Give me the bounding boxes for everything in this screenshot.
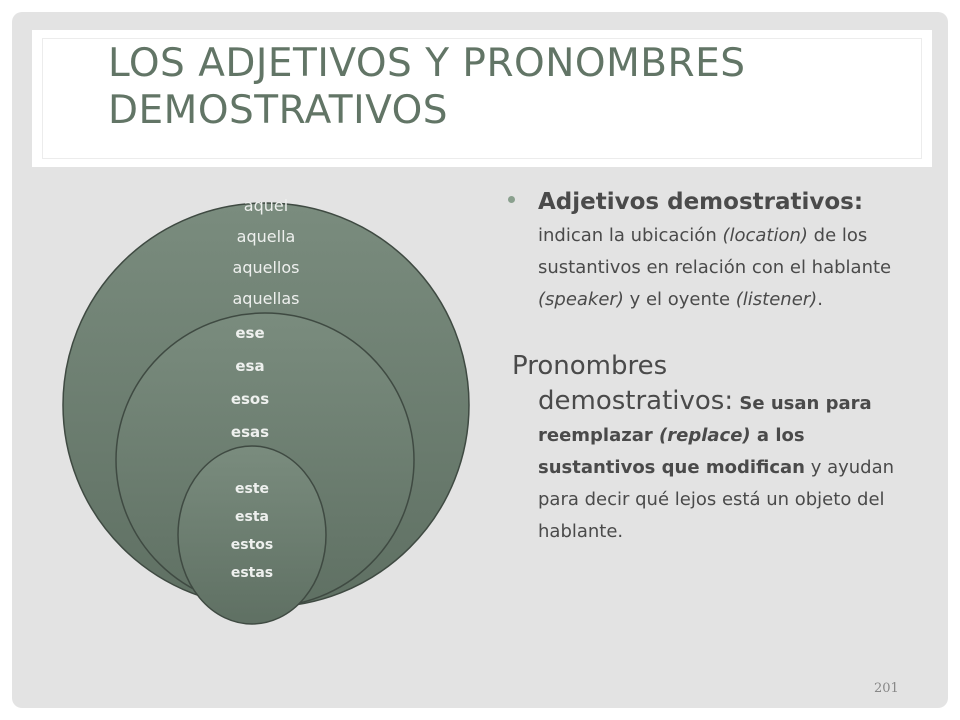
adjetivos-term: Adjetivos demostrativos: xyxy=(538,189,864,215)
adjetivos-location: (location) xyxy=(722,225,808,246)
page-number: 201 xyxy=(874,681,899,696)
word-aquel: aquel xyxy=(243,196,289,215)
word-aquellas: aquellas xyxy=(232,289,300,308)
adjetivos-text-3: y el oyente xyxy=(623,289,736,310)
adjetivos-paragraph xyxy=(538,186,902,316)
adjetivos-text-1: indican la ubicación xyxy=(538,225,723,246)
middle-ring-words xyxy=(195,317,305,449)
word-este: este xyxy=(234,481,269,497)
word-esa: esa xyxy=(235,357,265,375)
bullet-icon xyxy=(508,196,515,203)
pronombres-text: y ayudan para decir qué lejos está un objeto del hablante. xyxy=(538,457,895,542)
word-estos: estos xyxy=(230,537,274,553)
pronombres-paragraph xyxy=(512,350,902,548)
word-aquella: aquella xyxy=(236,227,296,246)
adjetivos-speaker: (speaker) xyxy=(538,289,624,310)
inner-ring-words xyxy=(202,475,302,587)
word-ese: ese xyxy=(235,324,265,342)
pronombres-lead: Pronombres xyxy=(512,351,668,381)
word-esas: esas xyxy=(230,423,270,441)
pronombres-body xyxy=(538,385,902,548)
pronombres-replace: (replace) xyxy=(659,425,751,446)
pronombres-term: demostrativos xyxy=(538,386,725,416)
word-esos: esos xyxy=(230,390,270,408)
word-aquellos: aquellos xyxy=(232,258,300,277)
pronombres-bold-2: a los sustantivos que modifican xyxy=(538,425,805,478)
word-esta: esta xyxy=(235,509,269,525)
pronombres-colon: : xyxy=(724,386,734,416)
word-estas: estas xyxy=(230,565,274,581)
outer-ring-words xyxy=(186,190,346,314)
slide-title: LOS ADJETIVOS Y PRONOMBRES DEMOSTRATIVOS xyxy=(108,41,746,133)
adjetivos-listener: (listener) xyxy=(735,289,818,310)
pronombres-bold-1: Se usan para reemplazar xyxy=(538,393,872,446)
text-content xyxy=(512,186,902,548)
adjetivos-period: . xyxy=(817,289,823,310)
adjetivos-text-2: de los sustantivos en relación con el hablante xyxy=(538,225,892,278)
